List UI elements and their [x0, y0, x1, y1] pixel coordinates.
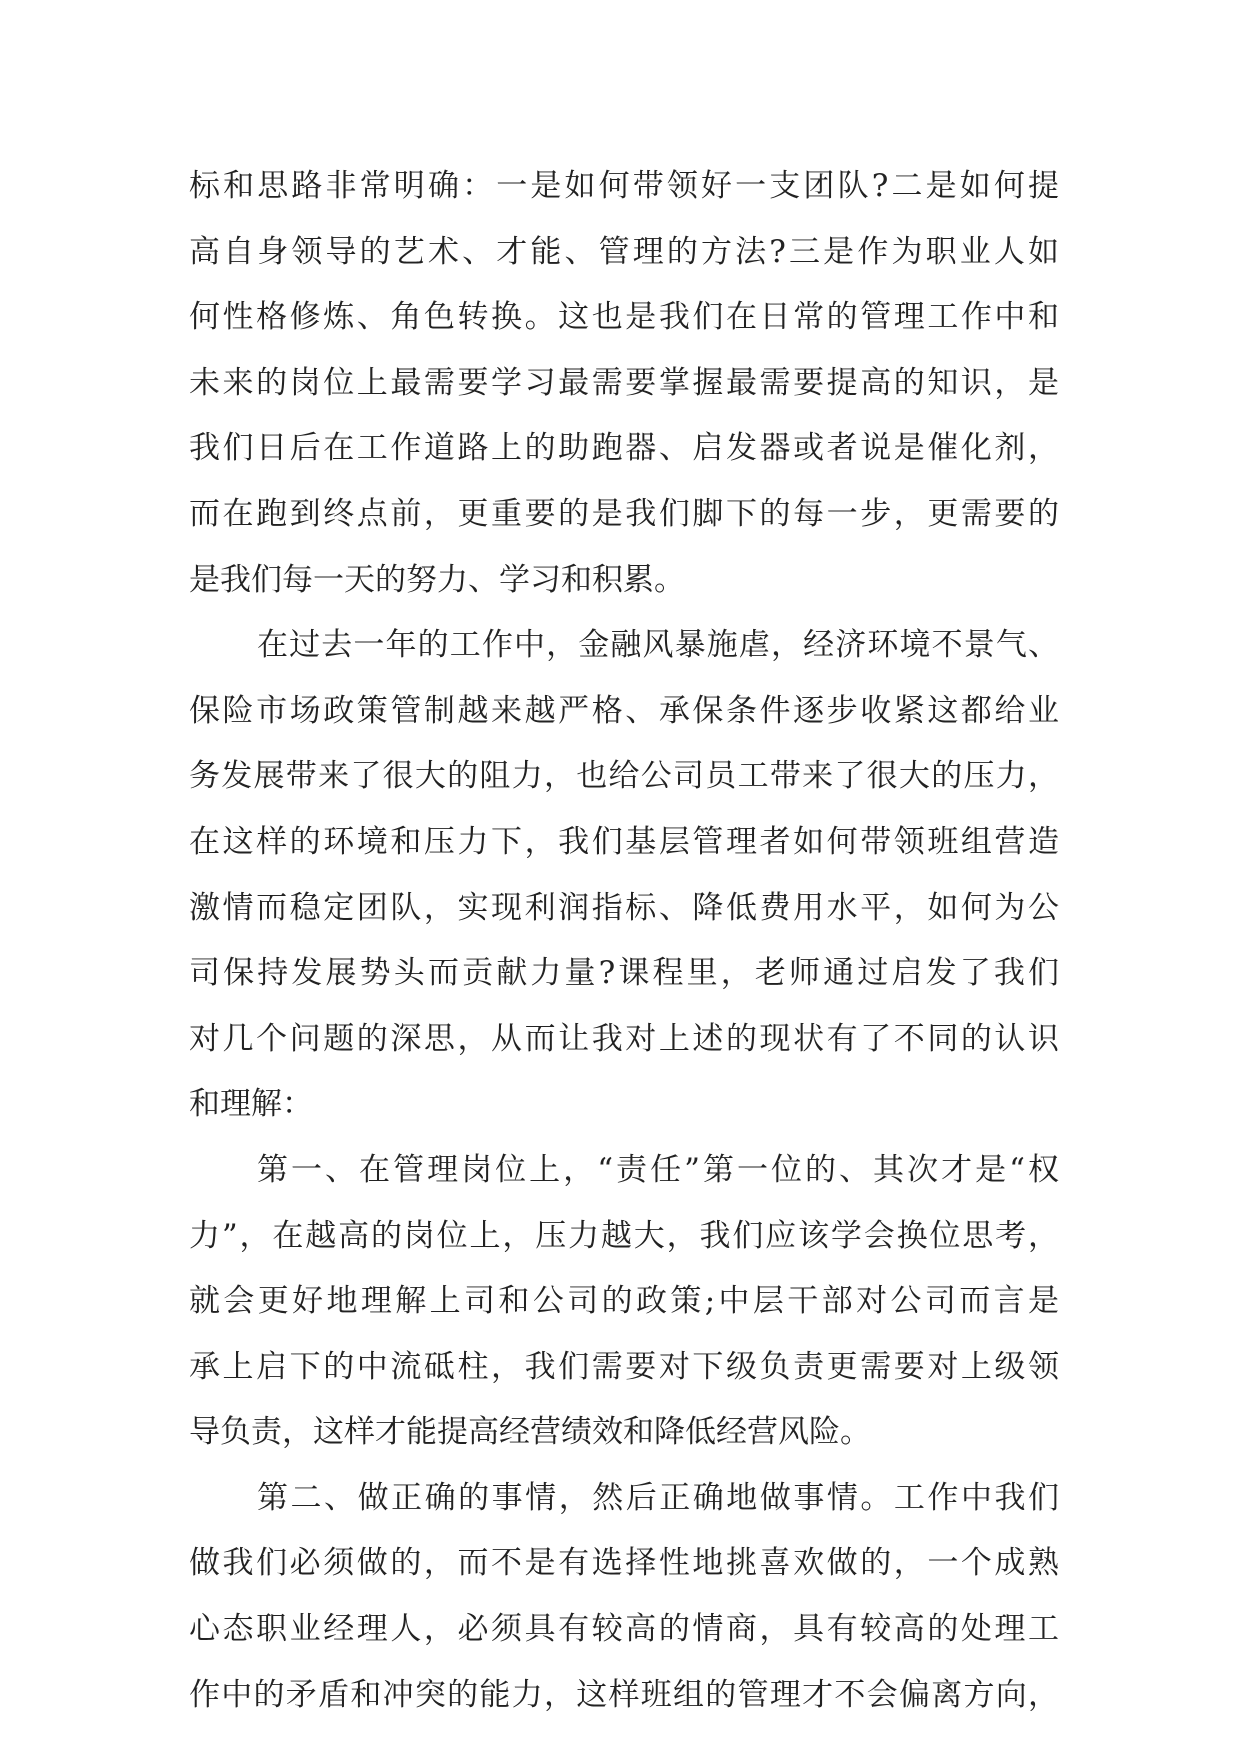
paragraph-4 — [189, 1466, 1059, 1728]
text-line: 是我们每一天的努力、学习和积累。 — [189, 561, 685, 598]
text-line: 高自身领导的艺术、才能、管理的方法?三是作为职业人如 — [189, 233, 1059, 270]
text-line: 作中的矛盾和冲突的能力，这样班组的管理才不会偏离方向， — [189, 1676, 1059, 1713]
text-line: 导负责，这样才能提高经营绩效和降低经营风险。 — [189, 1414, 871, 1451]
text-line: 我们日后在工作道路上的助跑器、启发器或者说是催化剂， — [189, 430, 1059, 467]
text-line: 务发展带来了很大的阻力，也给公司员工带来了很大的压力， — [189, 758, 1059, 795]
text-line: 保险市场政策管制越来越严格、承保条件逐步收紧这都给业 — [189, 692, 1059, 729]
text-line: 未来的岗位上最需要学习最需要掌握最需要提高的知识，是 — [189, 364, 1059, 401]
paragraph-3 — [189, 1138, 1059, 1466]
text-line: 何性格修炼、角色转换。这也是我们在日常的管理工作中和 — [189, 299, 1059, 336]
text-line: 对几个问题的深思，从而让我对上述的现状有了不同的认识 — [189, 1020, 1059, 1057]
body-text — [189, 154, 1059, 1728]
text-line: 就会更好地理解上司和公司的政策;中层干部对公司而言是 — [189, 1283, 1059, 1320]
text-line: 第一、在管理岗位上，“责任”第一位的、其次才是“权 — [257, 1151, 1059, 1188]
text-line: 标和思路非常明确：一是如何带领好一支团队?二是如何提 — [189, 168, 1059, 204]
text-line: 做我们必须做的，而不是有选择性地挑喜欢做的，一个成熟 — [189, 1545, 1059, 1582]
text-line: 在过去一年的工作中，金融风暴施虐，经济环境不景气、 — [257, 627, 1059, 664]
text-line: 承上启下的中流砥柱，我们需要对下级负责更需要对上级领 — [189, 1348, 1059, 1385]
text-line: 在这样的环境和压力下，我们基层管理者如何带领班组营造 — [189, 823, 1059, 860]
text-line: 力”，在越高的岗位上，压力越大，我们应该学会换位思考， — [189, 1217, 1059, 1254]
paragraph-2 — [189, 613, 1059, 1138]
paragraph-1 — [189, 154, 1059, 613]
text-line: 激情而稳定团队，实现利润指标、降低费用水平，如何为公 — [189, 889, 1059, 926]
text-line: 司保持发展势头而贡献力量?课程里，老师通过启发了我们 — [189, 955, 1059, 992]
text-line: 第二、做正确的事情，然后正确地做事情。工作中我们 — [257, 1479, 1059, 1516]
text-line: 心态职业经理人，必须具有较高的情商，具有较高的处理工 — [189, 1611, 1059, 1648]
text-line: 而在跑到终点前，更重要的是我们脚下的每一步，更需要的 — [189, 495, 1059, 532]
text-line: 和理解： — [189, 1086, 313, 1123]
